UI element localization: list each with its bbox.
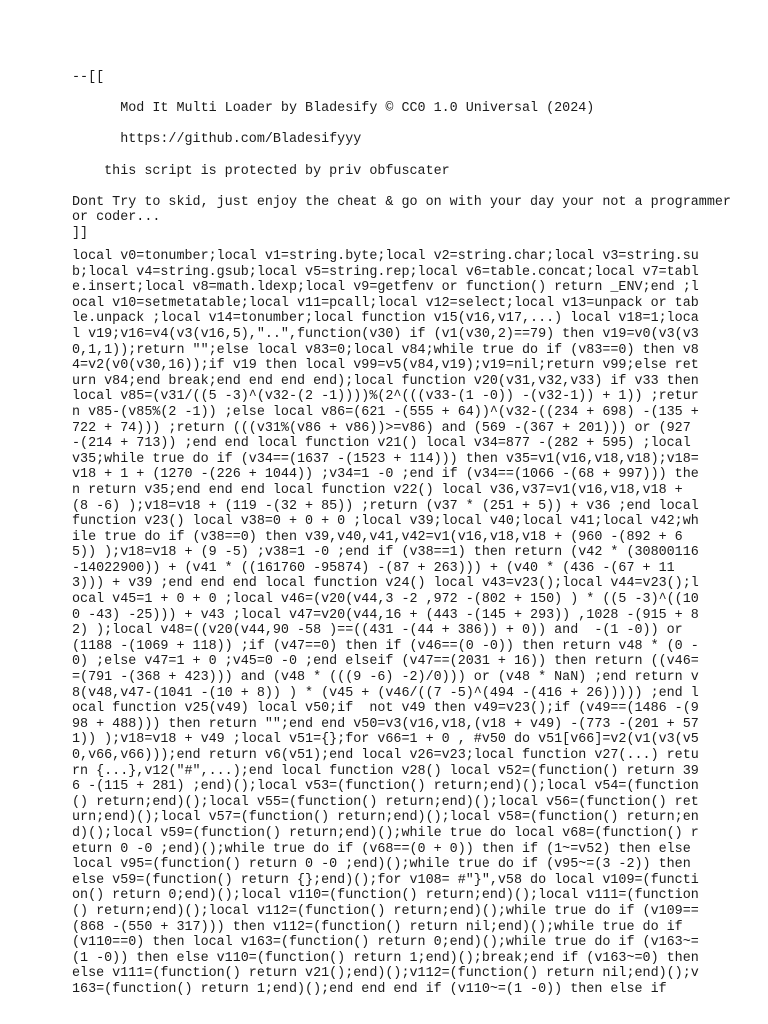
blank-line <box>72 86 712 102</box>
comment-close-marker: ]] <box>72 225 89 241</box>
blank-line <box>72 179 712 195</box>
script-header-comment <box>72 70 731 242</box>
warning-line-2: or coder... <box>72 210 161 226</box>
comment-open-marker: --[[ <box>72 70 105 85</box>
github-url-line: https://github.com/Bladesifyyy <box>72 132 362 148</box>
blank-line <box>72 148 712 164</box>
obfuscated-code-block: local v0=tonumber;local v1=string.byte;local v2=string.char;local v3=string.sub;local v4=string.gsub;local v5=string.rep;local v6=table.concat;local v7=table.insert;local v8=math.ldexp;local v9=getfenv or function() return _ENV;end ;local v10=setmetatable;local v11=pcall;local v12=select;local v13=unpack or table.unpack ;local v14=tonumber;local function v15(v16,v17,...) local v18=1;local v19;v16=v4(v3(v16,5),"..",function(v30) if (v1(v30,2)==79) then v19=v0(v3(v30,1,1));return "";else local v83=0;local v84;while true do if (v83==0) then v84=v2(v0(v30,16));if v19 then local v99=v5(v84,v19);v19=nil;return v99;else return v84;end break;end end end end);local function v20(v31,v32,v33) if v33 then local v85=(v31/((5 -3)^(v32-(2 -1))))%(2^(((v33-(1 -0)) -(v32-1)) + 1)) ;return v85-(v85%(2 -1)) ;else local v86=(621 -(555 + 64))^(v32-((234 + 698) -(135 + 722 + 74))) ;return (((v31%(v86 + v86))>=v86) and (569 -(367 + 201))) or (927 -(214 + 713)) ;end end local function v21() local v34=877 -(282 + 595) ;local v35;while true do if (v34==(1637 -(1523 + 114))) then v35=v1(v16,v18,v18);v18=v18 + 1 + (1270 -(226 + 1044)) ;v34=1 -0 ;end if (v34==(1066 -(68 + 997))) then return v35;end end end local function v22() local v36,v37=v1(v16,v18,v18 + (8 -6) );v18=v18 + (119 -(32 + 85)) ;return (v37 * (251 + 5)) + v36 ;end local function v23() local v38=0 + 0 + 0 ;local v39;local v40;local v41;local v42;while true do if (v38==0) then v39,v40,v41,v42=v1(v16,v18,v18 + (960 -(892 + 65)) );v18=v18 + (9 -5) ;v38=1 -0 ;end if (v38==1) then return (v42 * (30800116 -14022900)) + (v41 * ((161760 -95874) -(87 + 263))) + (v40 * (436 -(67 + 113))) + v39 ;end end end local function v24() local v43=v23();local v44=v23();local v45=1 + 0 + 0 ;local v46=(v20(v44,3 -2 ,972 -(802 + 150) ) * ((5 -3)^((100 -43) -25))) + v43 ;local v47=v20(v44,16 + (443 -(145 + 293)) ,1028 -(915 + 82) );local v48=((v20(v44,90 -58 )==((431 -(44 + 386)) + 0)) and -(1 -0)) or (1188 -(1069 + 118)) ;if (v47==0) then if (v46==(0 -0)) then return v48 * (0 -0) ;else v47=1 + 0 ;v45=0 -0 ;end elseif (v47==(2031 + 16)) then return ((v46==(791 -(368 + 423))) and (v48 * (((9 -6) -2)/0))) or (v48 * NaN) ;end return v8(v48,v47-(1041 -(10 + 8)) ) * (v45 + (v46/((7 -5)^(494 -(416 + 26))))) ;end local function v25(v49) local v50;if not v49 then v49=v23();if (v49==(1486 -(998 + 488))) then return "";end end v50=v3(v16,v18,(v18 + v49) -(773 -(201 + 571)) );v18=v18 + v49 ;local v51={};for v66=1 + 0 , #v50 do v51[v66]=v2(v1(v3(v50,v66,v66)));end return v6(v51);end local v26=v23;local function v27(...) return {...},v12("#",...);end local function v28() local v52=(function() return 396 -(115 + 281) ;end)();local v53=(function() return;end)();local v54=(function() return;end)();local v55=(function() return;end)();local v56=(function() return;end)();local v57=(function() return;end)();local v58=(function() return;end)();local v59=(function() return;end)();while true do local v68=(function() return 0 -0 ;end)();while true do if (v68==(0 + 0)) then if (1~=v52) then else local v95=(function() return 0 -0 ;end)();while true do if (v95~=(3 -2)) then else v59=(function() return {};end)();for v108= #"}",v58 do local v109=(function() return 0;end)();local v110=(function() return;end)();local v111=(function() return;end)();local v112=(function() return;end)();while true do if (v109==(868 -(550 + 317))) then v112=(function() return nil;end)();while true do if (v110==0) then local v163=(function() return 0;end)();while true do if (v163~=(1 -0)) then else v110=(function() return 1;end)();break;end if (v163~=0) then else v111=(function() return v21();end)();v112=(function() return nil;end)();v163=(function() return 1;end)();end end end if (v110~=(1 -0)) then else if <box>72 249 707 997</box>
script-title-line: Mod It Multi Loader by Bladesify © CC0 1.0 Universal (2024) <box>72 101 595 117</box>
protection-notice-line: this script is protected by priv obfuscater <box>72 163 450 179</box>
warning-line-1: Dont Try to skid, just enjoy the cheat & go on with your day your not a programmer <box>72 194 731 210</box>
blank-line <box>72 117 712 133</box>
